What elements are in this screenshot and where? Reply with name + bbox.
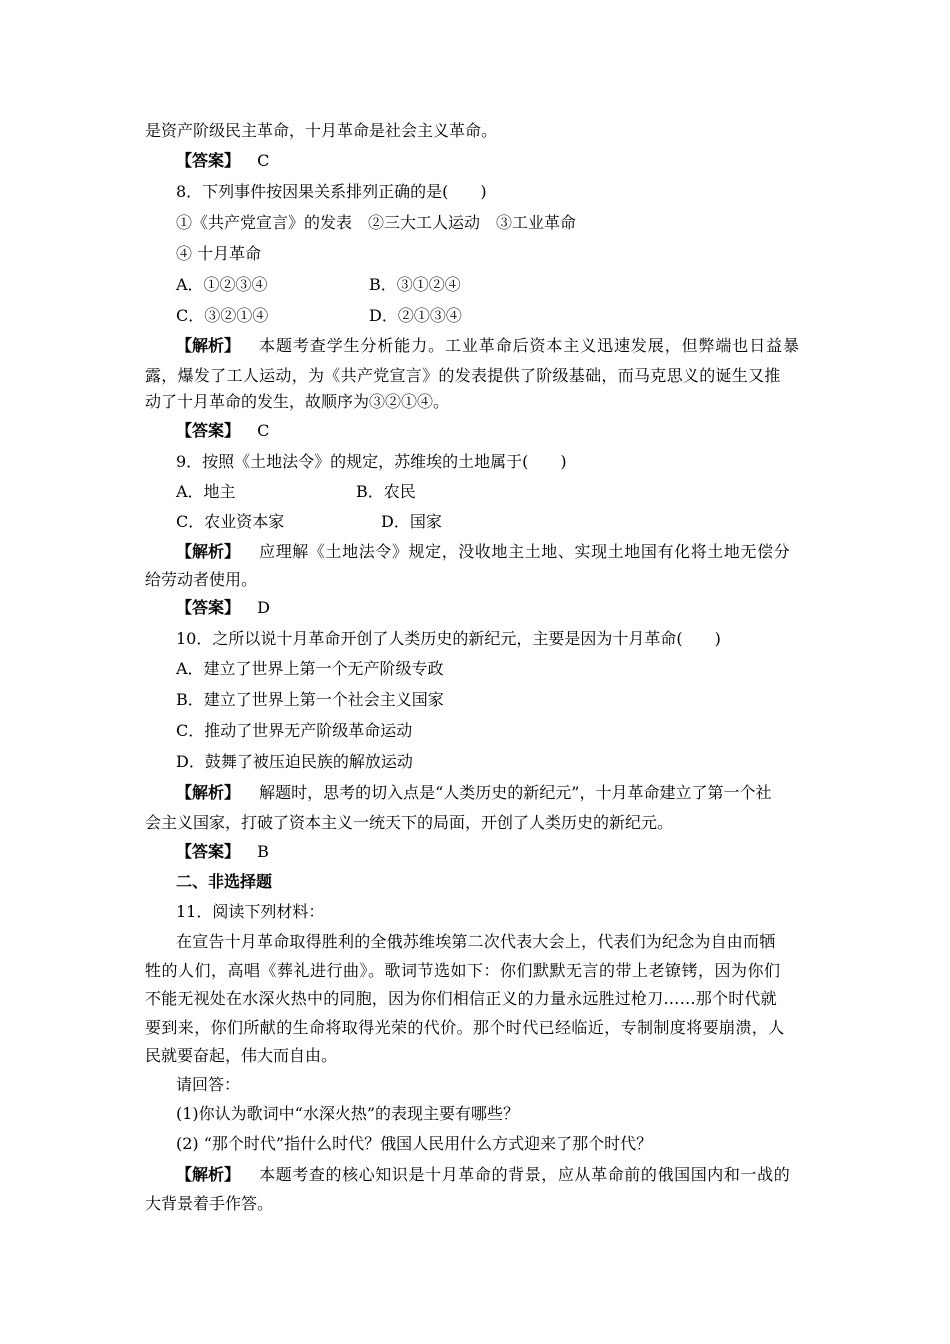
explanation-text: 解题时，思考的切入点是“人类历史的新纪元”，十月革命建立了第一个社: [259, 783, 772, 802]
sub-question-1: (1)你认为歌词中“水深火热”的表现主要有哪些？: [176, 1104, 520, 1123]
explanation-line: [176, 542, 836, 562]
answer-label: 【答案】: [176, 598, 241, 617]
explanation-text: 本题考查学生分析能力。工业革命后资本主义迅速发展，但弊端也日益暴: [259, 336, 800, 355]
answer-label: 【答案】: [176, 151, 241, 170]
answer-value: D: [257, 598, 270, 617]
question-9-options-row1: [176, 482, 836, 502]
answer-line: [176, 842, 836, 862]
explanation-text: 大背景着手作答。: [145, 1194, 274, 1213]
section-heading: 二、非选择题: [176, 872, 273, 891]
option-b: B．③①②④: [369, 275, 461, 294]
answer-value: C: [257, 421, 270, 440]
question-8-options-row1: [176, 275, 836, 295]
material-text: 不能无视处在水深火热中的同胞，因为你们相信正义的力量永远胜过枪刀……那个时代就: [145, 989, 777, 1008]
explanation-text: 给劳动者使用。: [145, 570, 258, 589]
option-d: D．国家: [381, 512, 442, 531]
material-text: 要到来，你们所献的生命将取得光荣的代价。那个时代已经临近，专制制度将要崩溃，人: [145, 1018, 785, 1037]
option-d: D．②①③④: [369, 306, 462, 325]
option-d: D．鼓舞了被压迫民族的解放运动: [176, 752, 413, 771]
answer-label: 【答案】: [176, 421, 241, 440]
explanation-text: 本题考查的核心知识是十月革命的背景，应从革命前的俄国国内和一战的: [259, 1165, 791, 1184]
option-c: C．农业资本家: [176, 512, 285, 531]
answer-value: B: [257, 842, 269, 861]
question-11: 11．阅读下列材料：: [176, 902, 325, 921]
question-9: 9．按照《土地法令》的规定，苏维埃的土地属于( ): [176, 452, 567, 471]
question-8-options-row2: [176, 306, 836, 326]
text-line: 是资产阶级民主革命，十月革命是社会主义革命。: [145, 121, 498, 140]
explanation-label: 【解析】: [176, 542, 241, 561]
material-text: 在宣告十月革命取得胜利的全俄苏维埃第二次代表大会上，代表们为纪念为自由而牺: [176, 932, 776, 951]
option-c: C．③②①④: [176, 306, 269, 325]
option-a: A．建立了世界上第一个无产阶级专政: [176, 659, 444, 678]
material-text: 牲的人们，高唱《葬礼进行曲》。歌词节选如下：你们默默无言的带上老镣铐，因为你们: [145, 961, 781, 980]
question-10: 10．之所以说十月革命开创了人类历史的新纪元，主要是因为十月革命( ): [176, 629, 721, 648]
option-c: C．推动了世界无产阶级革命运动: [176, 721, 413, 740]
sub-question-2: (2) “那个时代”指什么时代？俄国人民用什么方式迎来了那个时代？: [176, 1134, 653, 1153]
explanation-line: [176, 336, 805, 356]
option-a: A．①②③④: [176, 275, 268, 294]
explanation-label: 【解析】: [176, 783, 241, 802]
question-8: 8．下列事件按因果关系排列正确的是( ): [176, 182, 487, 201]
explanation-label: 【解析】: [176, 336, 241, 355]
answer-line: [176, 421, 836, 441]
option-b: B．建立了世界上第一个社会主义国家: [176, 690, 444, 709]
option-b: B．农民: [356, 482, 416, 501]
explanation-line: [176, 783, 836, 803]
answer-line: [176, 598, 836, 618]
explanation-text: 应理解《土地法令》规定，没收地主土地、实现土地国有化将土地无偿分: [259, 542, 791, 561]
material-text: 民就要奋起，伟大而自由。: [145, 1046, 338, 1065]
explanation-text: 露，爆发了工人运动，为《共产党宣言》的发表提供了阶级基础，而马克思义的诞生又推: [145, 366, 781, 385]
explanation-text: 动了十月革命的发生，故顺序为③②①④。: [145, 392, 450, 411]
explanation-text: 会主义国家，打破了资本主义一统天下的局面，开创了人类历史的新纪元。: [145, 813, 674, 832]
prompt-text: 请回答：: [176, 1075, 241, 1094]
question-9-options-row2: [176, 512, 836, 532]
explanation-label: 【解析】: [176, 1165, 241, 1184]
option-a: A．地主: [176, 482, 236, 501]
explanation-line: [176, 1165, 836, 1185]
answer-value: C: [257, 151, 270, 170]
question-8-item-4: ④ 十月革命: [176, 244, 262, 263]
answer-label: 【答案】: [176, 842, 241, 861]
answer-line: [176, 151, 836, 171]
question-8-items: ①《共产党宣言》的发表 ②三大工人运动 ③工业革命: [176, 213, 577, 232]
